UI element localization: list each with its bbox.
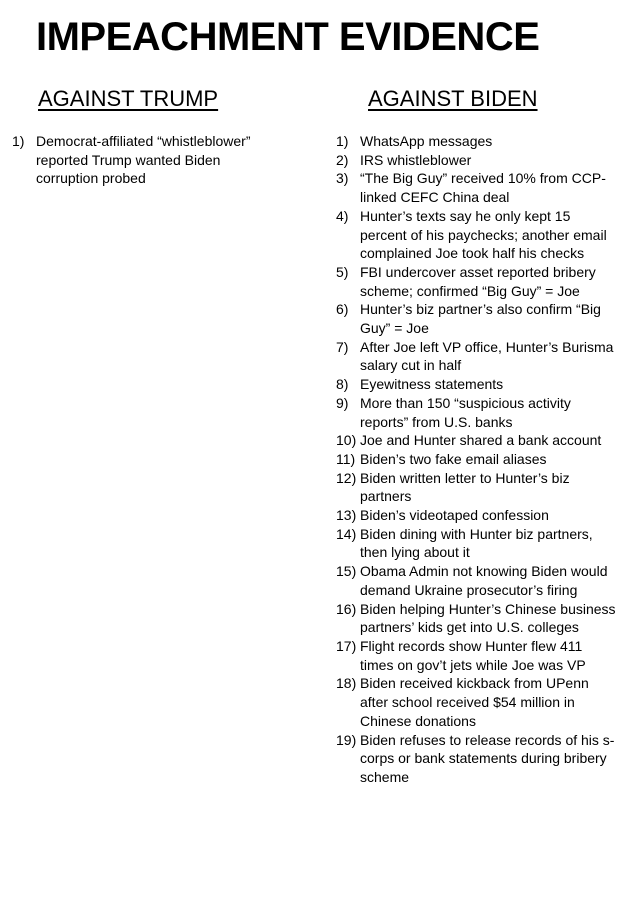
list-item [336, 506, 616, 525]
list-item-number: 14) [336, 525, 357, 542]
list-item [336, 132, 616, 151]
list-item [336, 263, 616, 300]
list-item-text: Eyewitness statements [360, 376, 504, 393]
list-item [336, 431, 616, 450]
list-item-number: 9) [336, 394, 349, 411]
list-item [336, 469, 616, 506]
list-item-number: 16) [336, 600, 357, 617]
list-item [336, 731, 616, 787]
list-item-text: Biden written letter to Hunter’s biz partners [360, 469, 570, 505]
list-item [336, 600, 616, 637]
list-item [336, 151, 616, 170]
list-item-number: 6) [336, 301, 349, 318]
list-item-text: Biden’s videotaped confession [360, 507, 549, 524]
list-item-text: WhatsApp messages [360, 133, 493, 149]
list-item-number: 15) [336, 563, 357, 580]
list-item [336, 674, 616, 730]
list-item-text: IRS whistleblower [360, 151, 472, 168]
list-item-text: Hunter’s biz partner’s also confirm “Big Guy” = Joe [360, 301, 601, 337]
page-title: IMPEACHMENT EVIDENCE [36, 15, 540, 59]
list-item-text: Democrat-affiliated “whistleblower” reported Trump wanted Biden corruption probed [36, 133, 251, 187]
list-item-number: 1) [336, 133, 349, 149]
list-item [336, 338, 616, 375]
list-item-text: “The Big Guy” received 10% from CCP-linked CEFC China deal [360, 170, 606, 206]
list-item-number: 1) [12, 133, 25, 149]
list-item-number: 7) [336, 338, 349, 355]
list-item-text: Biden dining with Hunter biz partners, then lying about it [360, 525, 593, 561]
list-item-number: 13) [336, 507, 357, 524]
list-item-number: 5) [336, 263, 349, 280]
list-item-text: Biden helping Hunter’s Chinese business partners’ kids get into U.S. colleges [360, 600, 616, 636]
list-item [336, 169, 616, 206]
list-item-text: FBI undercover asset reported bribery scheme; confirmed “Big Guy” = Joe [360, 263, 596, 299]
list-item-number: 18) [336, 675, 357, 692]
list-item [336, 525, 616, 562]
list-item-number: 4) [336, 207, 349, 224]
list-item-text: Hunter’s texts say he only kept 15 percent of his paychecks; another email complained Joe took half his checks [360, 207, 607, 262]
list-item [336, 562, 616, 599]
list-item-number: 2) [336, 151, 349, 168]
list-item-number: 17) [336, 637, 357, 654]
list-item-text: Flight records show Hunter flew 411 times on gov’t jets while Joe was VP [360, 637, 586, 673]
list-item-text: Biden’s two fake email aliases [360, 450, 547, 467]
heading-against-trump: AGAINST TRUMP [38, 86, 219, 111]
list-item-number: 19) [336, 731, 357, 748]
list-item [12, 132, 272, 188]
list-item [336, 394, 616, 431]
list-item [336, 300, 616, 337]
list-against-biden [336, 132, 616, 787]
list-item [336, 207, 616, 263]
heading-against-biden: AGAINST BIDEN [368, 86, 538, 111]
list-item-number: 3) [336, 170, 349, 187]
list-against-trump [12, 132, 272, 188]
list-item-number: 11) [336, 450, 356, 467]
list-item [336, 375, 616, 394]
list-item [336, 637, 616, 674]
list-item-text: Joe and Hunter shared a bank account [360, 432, 602, 449]
list-item-text: Biden received kickback from UPenn after school received $54 million in Chinese donations [360, 675, 589, 729]
list-item-number: 8) [336, 376, 349, 393]
list-item-number: 12) [336, 469, 357, 486]
list-item-text: More than 150 “suspicious activity reports” from U.S. banks [360, 394, 571, 430]
list-item [336, 450, 616, 469]
list-item-text: Biden refuses to release records of his s-corps or bank statements during bribery scheme [360, 731, 615, 785]
list-item-text: After Joe left VP office, Hunter’s Burisma salary cut in half [360, 338, 614, 374]
list-item-text: Obama Admin not knowing Biden would demand Ukraine prosecutor’s firing [360, 563, 608, 598]
list-item-number: 10) [336, 432, 357, 449]
